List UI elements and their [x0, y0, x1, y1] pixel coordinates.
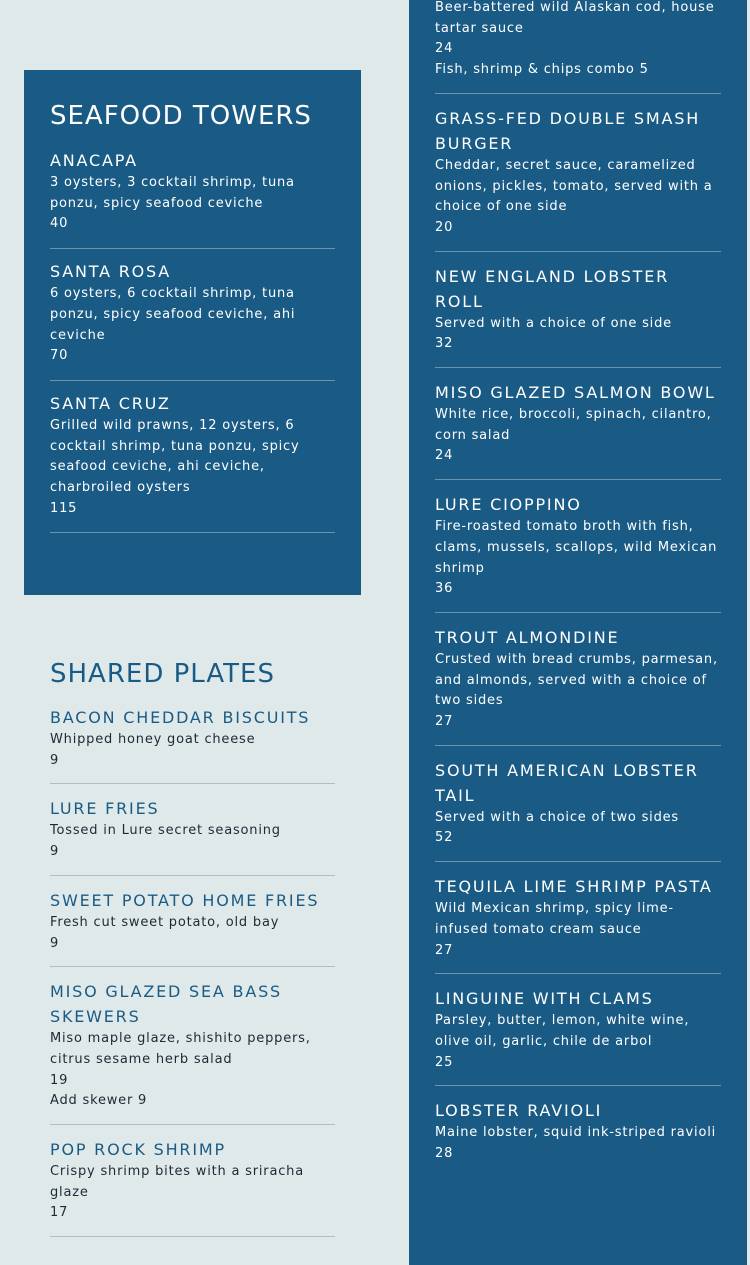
item-name: TROUT ALMONDINE — [435, 627, 620, 647]
item-description: Parsley, butter, lemon, white wine, olive oil, garlic, chile de arbol — [435, 1013, 690, 1049]
item-name: MISO GLAZED SALMON BOWL — [435, 383, 716, 403]
item-name: POP ROCK SHRIMP — [50, 1140, 226, 1160]
item-price: 36 — [435, 581, 454, 597]
item-addon: Add skewer 9 — [50, 1093, 148, 1109]
menu-item — [435, 613, 721, 746]
item-price: 28 — [435, 1146, 454, 1162]
item-price: 9 — [50, 752, 60, 768]
item-description: Wild Mexican shrimp, spicy lime-infused tomato cream sauce — [435, 901, 674, 937]
item-price: 40 — [50, 216, 69, 232]
item-description: Maine lobster, squid ink-striped ravioli — [435, 1125, 717, 1141]
item-price: 70 — [50, 348, 69, 364]
item-price: 27 — [435, 714, 454, 730]
menu-item — [435, 746, 721, 862]
item-name: ANACAPA — [50, 151, 138, 170]
item-description: Fresh cut sweet potato, old bay — [50, 914, 280, 930]
item-price: 24 — [435, 41, 454, 57]
item-description: Crispy shrimp bites with a sriracha glaze — [50, 1164, 304, 1200]
seafood-towers-title: SEAFOOD TOWERS — [50, 101, 312, 131]
item-price: 20 — [435, 219, 454, 235]
mains-section — [409, 0, 747, 1265]
item-description: Miso maple glaze, shishito peppers, citrus sesame herb salad — [50, 1031, 311, 1067]
item-description: Crusted with bread crumbs, parmesan, and almonds, served with a choice of two sides — [435, 651, 718, 709]
item-name: GRASS-FED DOUBLE SMASH BURGER — [435, 108, 701, 153]
item-name: BACON CHEDDAR BISCUITS — [50, 708, 311, 727]
item-price: 25 — [435, 1054, 454, 1070]
menu-item — [50, 967, 335, 1125]
item-description: Whipped honey goat cheese — [50, 732, 256, 747]
item-price: 17 — [50, 1205, 69, 1221]
menu-item — [50, 876, 335, 967]
item-description: Beer-battered wild Alaskan cod, house tartar sauce — [435, 0, 715, 36]
item-name: LURE FRIES — [50, 799, 160, 819]
menu-item — [435, 368, 721, 480]
menu-item — [435, 974, 721, 1086]
item-price: 9 — [50, 935, 60, 951]
item-description: Grilled wild prawns, 12 oysters, 6 cocktail shrimp, tuna ponzu, spicy seafood ceviche, ahi ceviche, charbroiled oysters — [50, 417, 300, 496]
item-price: 52 — [435, 830, 454, 846]
item-description: Served with a choice of two sides — [435, 809, 679, 825]
item-price: 9 — [50, 844, 60, 860]
menu-item — [50, 784, 335, 875]
item-price: 24 — [435, 448, 454, 464]
item-name: LOBSTER RAVIOLI — [435, 1101, 603, 1121]
item-description: Cheddar, secret sauce, caramelized onions, pickles, tomato, served with a choice of one side — [435, 157, 713, 215]
item-addon: Fish, shrimp & chips combo 5 — [435, 62, 649, 78]
menu-item — [50, 705, 335, 784]
menu-item — [435, 0, 721, 94]
shared-plates-section — [50, 655, 335, 1237]
menu-item — [50, 249, 335, 381]
menu-item — [50, 381, 335, 534]
menu-item — [435, 1086, 721, 1176]
item-price: 19 — [50, 1072, 69, 1088]
item-name: NEW ENGLAND LOBSTER ROLL — [435, 266, 670, 311]
menu-item — [50, 148, 335, 249]
item-price: 27 — [435, 942, 454, 958]
menu-item — [435, 862, 721, 974]
item-name: LURE CIOPPINO — [435, 495, 582, 515]
shared-plates-title: SHARED PLATES — [50, 659, 275, 689]
menu-item — [50, 1125, 335, 1237]
item-name: SANTA CRUZ — [50, 393, 171, 413]
seafood-towers-section — [24, 70, 361, 595]
item-name: TEQUILA LIME SHRIMP PASTA — [435, 877, 713, 897]
item-name: LINGUINE WITH CLAMS — [435, 989, 654, 1009]
item-price: 32 — [435, 336, 454, 352]
item-price: 115 — [50, 500, 78, 516]
item-description: Served with a choice of one side — [435, 315, 672, 331]
menu-item — [435, 480, 721, 613]
item-name: SOUTH AMERICAN LOBSTER TAIL — [435, 760, 699, 805]
item-name: SANTA ROSA — [50, 262, 172, 282]
item-description: Fire-roasted tomato broth with fish, clams, mussels, scallops, wild Mexican shrimp — [435, 519, 718, 576]
item-name: SWEET POTATO HOME FRIES — [50, 890, 320, 910]
item-description: 3 oysters, 3 cocktail shrimp, tuna ponzu, spicy seafood ceviche — [50, 175, 295, 211]
item-description: 6 oysters, 6 cocktail shrimp, tuna ponzu, spicy seafood ceviche, ahi ceviche — [50, 286, 296, 343]
item-description: White rice, broccoli, spinach, cilantro, corn salad — [435, 407, 712, 443]
item-name: MISO GLAZED SEA BASS SKEWERS — [50, 982, 282, 1027]
item-description: Tossed in Lure secret seasoning — [50, 823, 281, 839]
menu-item — [435, 94, 721, 252]
menu-item — [435, 252, 721, 368]
